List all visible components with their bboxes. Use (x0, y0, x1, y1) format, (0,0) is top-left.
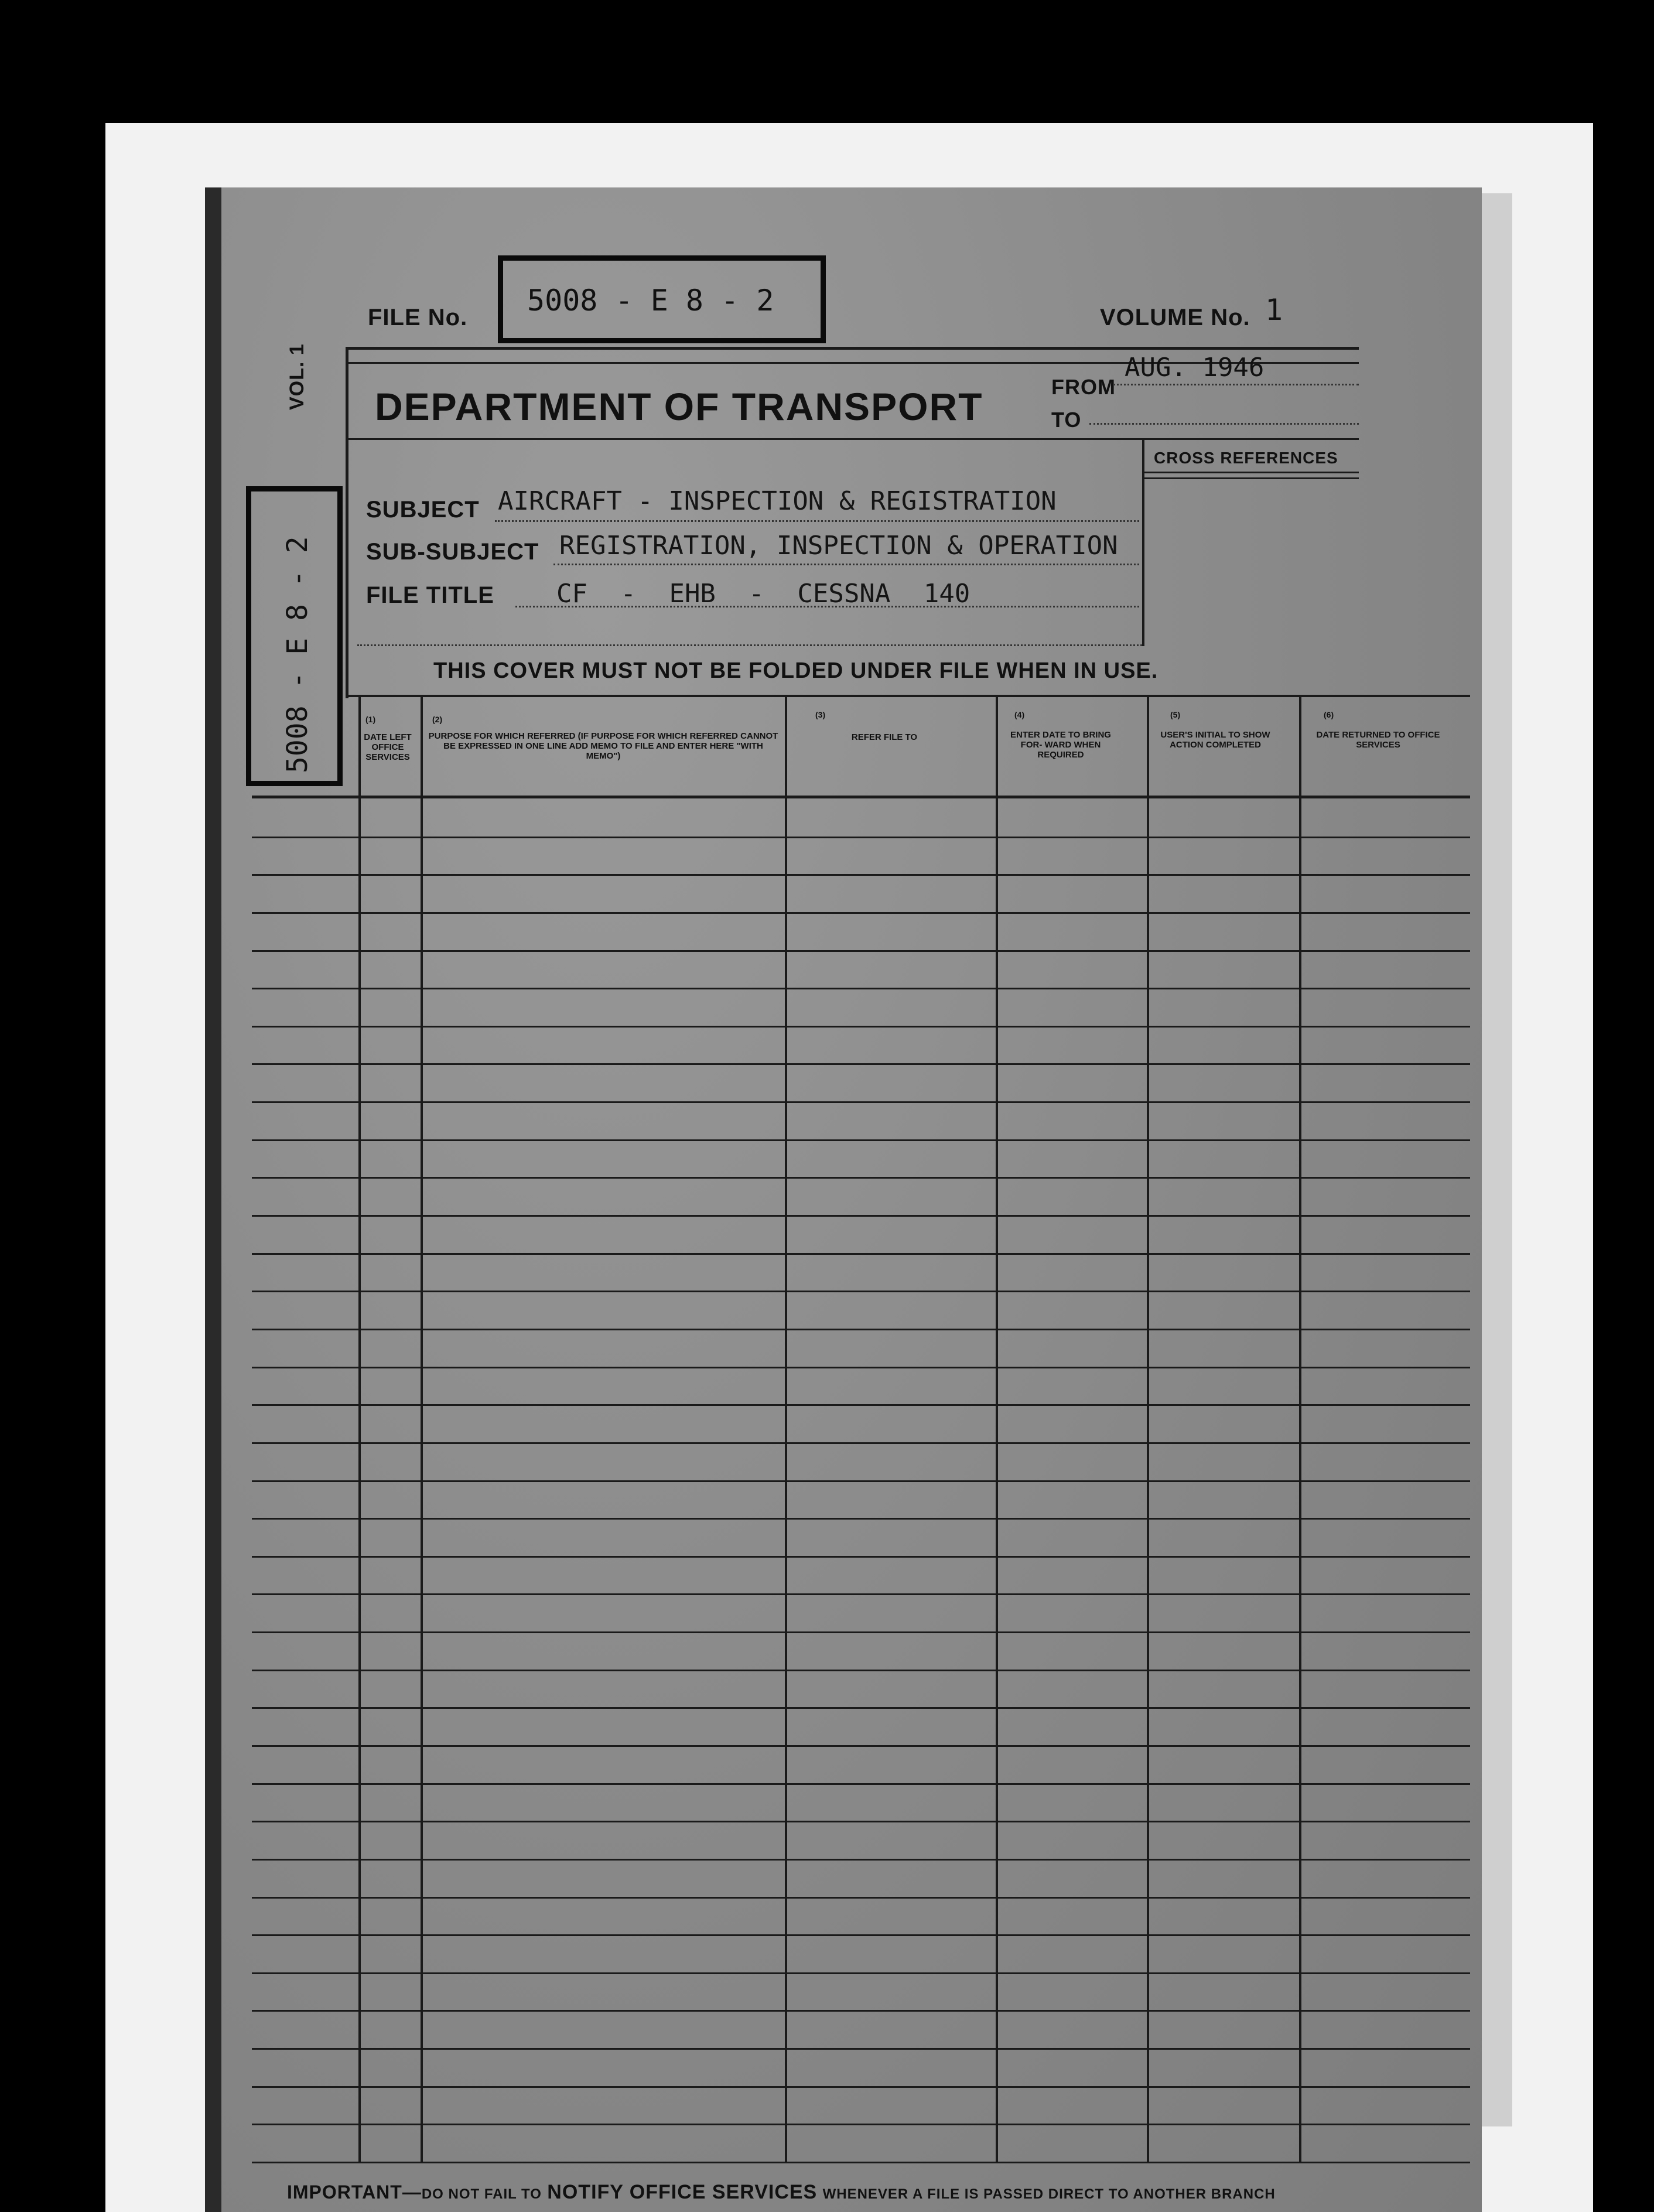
subject-value: AIRCRAFT - INSPECTION & REGISTRATION (498, 486, 1057, 516)
col-3-num: (3) (815, 710, 826, 719)
cross-ref-rule-2 (1142, 477, 1359, 479)
row-rule (252, 1934, 1470, 1936)
row-rule (252, 1215, 1470, 1217)
subject-label: SUBJECT (366, 497, 480, 523)
row-rule (252, 1593, 1470, 1595)
col-6-num: (6) (1324, 710, 1334, 719)
row-rule (252, 1139, 1470, 1141)
col-6-header: DATE RETURNED TO OFFICE SERVICES (1316, 730, 1440, 750)
row-rule (252, 1253, 1470, 1255)
file-title-value: CF - EHB - CESSNA 140 (556, 579, 970, 609)
from-dots (1113, 384, 1359, 385)
column-rule (1147, 695, 1149, 2162)
col-1-num: (1) (365, 715, 376, 724)
col-5-header: USER'S INITIAL TO SHOW ACTION COMPLETED (1160, 730, 1270, 750)
volume-label: VOLUME No. (1100, 305, 1250, 330)
column-rule (358, 695, 361, 2162)
file-title-dots (515, 606, 1139, 607)
row-rule (252, 1670, 1470, 1671)
subject-dots (495, 520, 1139, 522)
file-title-label: FILE TITLE (366, 582, 494, 608)
row-rule (252, 1026, 1470, 1028)
cover-warning: THIS COVER MUST NOT BE FOLDED UNDER FILE WHEN IN USE. (433, 658, 1159, 683)
row-rule (252, 1291, 1470, 1292)
from-value: AUG. 1946 (1125, 353, 1265, 383)
volume-value: 1 (1265, 293, 1283, 327)
row-rule (252, 1480, 1470, 1482)
from-label: FROM (1051, 375, 1116, 399)
footer-important: IMPORTANT— (287, 2182, 422, 2203)
row-rule (252, 2010, 1470, 2012)
department-title: DEPARTMENT OF TRANSPORT (375, 385, 983, 428)
col-4-header: ENTER DATE TO BRING FOR- WARD WHEN REQUIRED (1010, 730, 1111, 760)
row-rule (252, 2124, 1470, 2125)
row-rule (252, 1821, 1470, 1822)
col-4-num: (4) (1014, 710, 1025, 719)
row-rule (252, 1329, 1470, 1330)
col-2-num: (2) (432, 715, 443, 724)
row-rule (252, 1897, 1470, 1899)
row-rule (252, 2086, 1470, 2088)
to-dots (1089, 423, 1359, 425)
side-file-no: 5008 - E 8 - 2 (281, 536, 314, 773)
row-rule (252, 1177, 1470, 1179)
row-rule (252, 1101, 1470, 1103)
footer-notice-3: WHENEVER A FILE IS PASSED DIRECT TO ANOTHER BRANCH (822, 2186, 1276, 2202)
subsubject-dots (553, 564, 1139, 565)
row-rule (252, 1518, 1470, 1520)
col-1-header: DATE LEFT OFFICE SERVICES (364, 732, 412, 762)
cross-ref-divider (1142, 438, 1144, 646)
column-rule (421, 695, 423, 2162)
footer-notice-2: NOTIFY OFFICE SERVICES (547, 2181, 818, 2203)
subsubject-label: SUB-SUBJECT (366, 539, 539, 565)
row-rule (252, 837, 1470, 838)
row-rule (252, 1556, 1470, 1558)
header-left-rule (346, 347, 348, 698)
row-rule (252, 1631, 1470, 1633)
row-rule (252, 1783, 1470, 1785)
row-rule (252, 1745, 1470, 1747)
col-5-num: (5) (1170, 710, 1181, 719)
footer-notice (287, 2181, 1276, 2204)
row-rule (252, 1707, 1470, 1709)
col-3-header: REFER FILE TO (851, 732, 918, 742)
blank-dots (357, 644, 1142, 646)
row-rule (252, 950, 1470, 952)
row-rule (252, 2162, 1470, 2163)
subsubject-value: REGISTRATION, INSPECTION & OPERATION (559, 531, 1118, 561)
column-rule (1299, 695, 1301, 2162)
table-header-rule (252, 796, 1470, 798)
column-rule (785, 695, 787, 2162)
col-2-header: PURPOSE FOR WHICH REFERRED (IF PURPOSE FOR WHICH REFERRED CANNOT BE EXPRESSED IN ONE LINE ADD MEMO TO FILE AND ENTER HERE "WITH MEMO") (428, 731, 778, 761)
table-top-rule (346, 695, 1470, 697)
row-rule (252, 1367, 1470, 1368)
to-label: TO (1051, 408, 1082, 432)
row-rule (252, 988, 1470, 989)
row-rule (252, 1972, 1470, 1974)
footer-notice-1: DO NOT FAIL TO (421, 2186, 542, 2202)
row-rule (252, 874, 1470, 876)
header-mid-rule (346, 438, 1359, 440)
row-rule (252, 1442, 1470, 1444)
cross-ref-rule (1142, 472, 1359, 473)
row-rule (252, 912, 1470, 914)
file-no-label: FILE No. (368, 305, 468, 330)
cross-references-label: CROSS REFERENCES (1154, 449, 1338, 467)
file-no-value: 5008 - E 8 - 2 (527, 284, 774, 318)
column-rule (996, 695, 998, 2162)
row-rule (252, 1859, 1470, 1861)
row-rule (252, 1404, 1470, 1406)
row-rule (252, 2048, 1470, 2050)
header-top-rule (346, 347, 1359, 350)
side-vol-label: VOL. 1 (286, 343, 308, 410)
row-rule (252, 1063, 1470, 1065)
